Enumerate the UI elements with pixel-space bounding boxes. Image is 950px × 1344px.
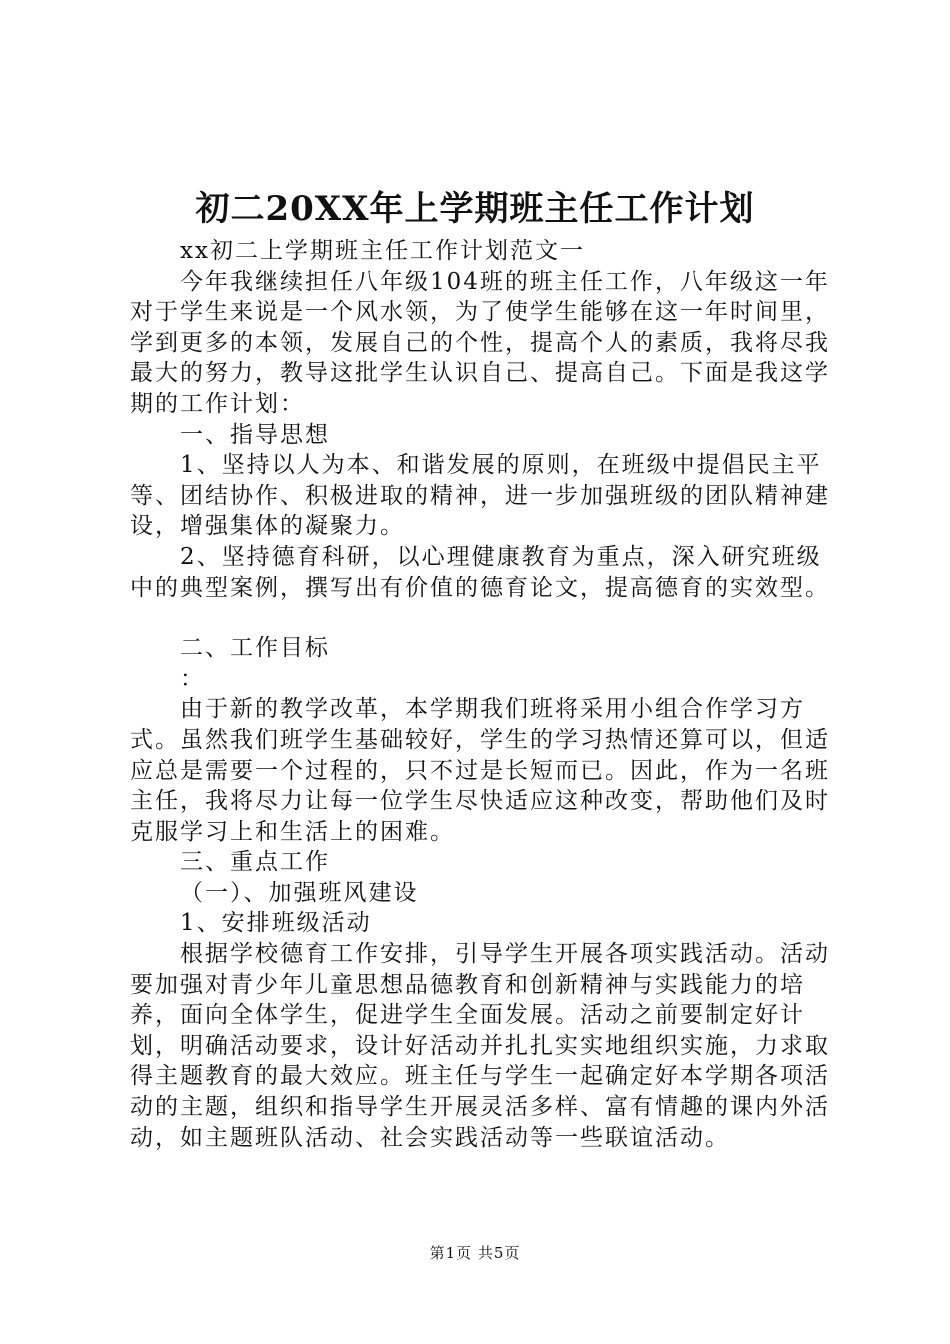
section-heading-work-goals: 二、工作目标 [180,635,330,662]
intro-paragraph: 今年我继续担任八年级104班的班主任工作，八年级这一年对于学生来说是一个风水领，为了使学生能够在这一年时间里，学到更多的本领，发展自己的个性，提高个人的素质，我将尽我最大的努力，教导这批学生认识自己、提高自己。下面是我这学期的工作计划： [130,268,830,417]
paragraph-point-2: 2、坚持德育科研，以心理健康教育为重点，深入研究班级中的典型案例，撰写出有价值的德育论文，提高德育的实效型。 [130,543,830,601]
section-heading-key-work: 三、重点工作 [180,849,330,876]
page-number-footer: 第1页 共5页 [429,1244,521,1262]
work-goals-paragraph: 由于新的教学改革，本学期我们班将采用小组合作学习方式。虽然我们班学生基础较好，学生的学习热情还算可以，但适应总是需要一个过程的，只不过是长短而已。因此，作为一名班主任，我将尽力让每一位学生尽快适应这种改变，帮助他们及时克服学习上和生活上的困难。 [130,696,830,845]
subsection-heading-class-style: （一）、加强班风建设 [180,879,419,906]
colon-line: ： [180,665,205,692]
item-heading-class-activities: 1、安排班级活动 [180,910,372,937]
paragraph-point-1: 1、坚持以人为本、和谐发展的原则，在班级中提倡民主平等、团结协作、积极进取的精神，进一步加强班级的团队精神建设，增强集体的凝聚力。 [130,452,830,540]
subtitle-paragraph: xx初二上学期班主任工作计划范文一 [180,238,585,264]
class-activities-paragraph: 根据学校德育工作安排，引导学生开展各项实践活动。活动要加强对青少年儿童思想品德教育和创新精神与实践能力的培养，面向全体学生，促进学生全面发展。活动之前要制定好计划，明确活动要求，设计好活动并扎扎实实地组织实施，力求取得主题教育的最大效应。班主任与学生一起确定好本学期各项活动的主题，组织和指导学生开展灵活多样、富有情趣的课内外活动，如主题班队活动、社会实践活动等一些联谊活动。 [130,941,830,1151]
document-body [130,236,845,1153]
section-heading-guiding-thought: 一、指导思想 [180,421,330,448]
document-title: 初二20XX年上学期班主任工作计划 [195,189,755,229]
